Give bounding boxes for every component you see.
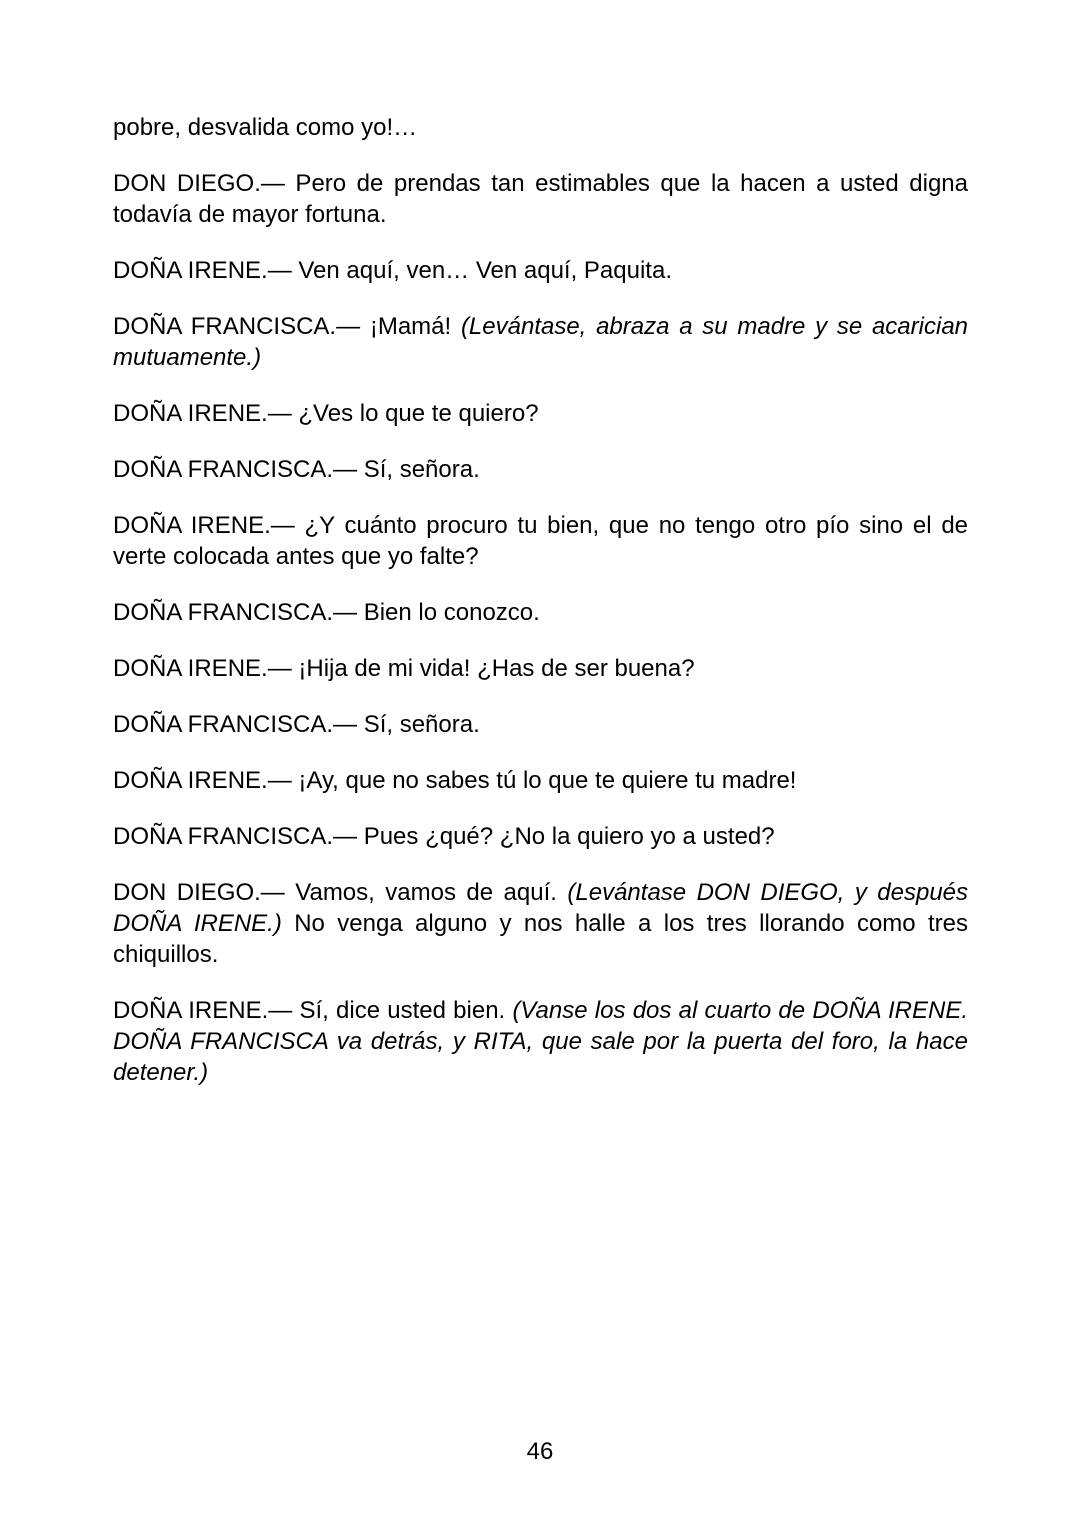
- dialogue-text: pobre, desvalida como yo!…: [113, 114, 418, 141]
- speaker-name: DOÑA IRENE.—: [113, 655, 292, 682]
- dialogue-text: ¡Ay, que no sabes tú lo que te quiere tu madre!: [291, 767, 797, 794]
- speaker-name: DOÑA FRANCISCA.—: [113, 456, 358, 483]
- page-number: 46: [526, 1438, 554, 1465]
- dialogue-text: ¿Ves lo que te quiero?: [291, 400, 539, 427]
- dialogue-paragraph: [113, 709, 968, 740]
- dialogue-text: Pues ¿qué? ¿No la quiero yo a usted?: [357, 823, 775, 850]
- paragraph-continuation: [113, 112, 968, 143]
- speaker-name: DOÑA IRENE.—: [113, 997, 293, 1024]
- speaker-name: DOÑA FRANCISCA.—: [113, 823, 358, 850]
- speaker-name: DOÑA FRANCISCA.—: [113, 599, 358, 626]
- speaker-name: DOÑA IRENE.—: [113, 512, 295, 539]
- dialogue-text: Bien lo conozco.: [357, 599, 540, 626]
- dialogue-paragraph: [113, 765, 968, 796]
- dialogue-paragraph: [113, 995, 968, 1088]
- stage-direction: (Vanse los dos al cuarto de DOÑA IRENE. DOÑA FRANCISCA va detrás, y RITA, que sale por la puerta del foro, la hace detener.): [113, 997, 968, 1086]
- dialogue-text: Sí, señora.: [357, 456, 480, 483]
- speaker-name: DON DIEGO.—: [113, 170, 285, 197]
- dialogue-paragraph: [113, 510, 968, 572]
- dialogue-text: Ven aquí, ven… Ven aquí, Paquita.: [291, 257, 672, 284]
- dialogue-paragraph: [113, 398, 968, 429]
- stage-direction: (Levántase DON DIEGO, y después DOÑA IRENE.): [113, 879, 969, 937]
- speaker-name: DOÑA FRANCISCA.—: [113, 313, 361, 340]
- dialogue-paragraph: [113, 255, 968, 286]
- dialogue-text: Sí, dice usted bien.: [292, 997, 513, 1024]
- document-page: [113, 112, 968, 1113]
- speaker-name: DOÑA IRENE.—: [113, 257, 292, 284]
- dialogue-paragraph: [113, 311, 968, 373]
- dialogue-text: Vamos, vamos de aquí.: [284, 879, 568, 906]
- speaker-name: DOÑA FRANCISCA.—: [113, 711, 358, 738]
- dialogue-paragraph: [113, 877, 968, 970]
- dialogue-paragraph: [113, 653, 968, 684]
- dialogue-paragraph: [113, 454, 968, 485]
- dialogue-text: ¿Y cuánto procuro tu bien, que no tengo otro pío sino el de verte colocada antes que yo falte?: [113, 512, 969, 570]
- speaker-name: DON DIEGO.—: [113, 879, 285, 906]
- speaker-name: DOÑA IRENE.—: [113, 767, 292, 794]
- dialogue-text: ¡Hija de mi vida! ¿Has de ser buena?: [291, 655, 695, 682]
- dialogue-paragraph: [113, 821, 968, 852]
- dialogue-paragraph: [113, 597, 968, 628]
- dialogue-text: Pero de prendas tan estimables que la hacen a usted digna todavía de mayor fortuna.: [113, 170, 968, 228]
- dialogue-text: ¡Mamá!: [360, 313, 461, 340]
- stage-direction: (Levántase, abraza a su madre y se acarician mutuamente.): [113, 313, 969, 371]
- speaker-name: DOÑA IRENE.—: [113, 400, 292, 427]
- dialogue-text: Sí, señora.: [357, 711, 480, 738]
- dialogue-text: No venga alguno y nos halle a los tres llorando como tres chiquillos.: [113, 910, 969, 968]
- dialogue-paragraph: [113, 168, 968, 230]
